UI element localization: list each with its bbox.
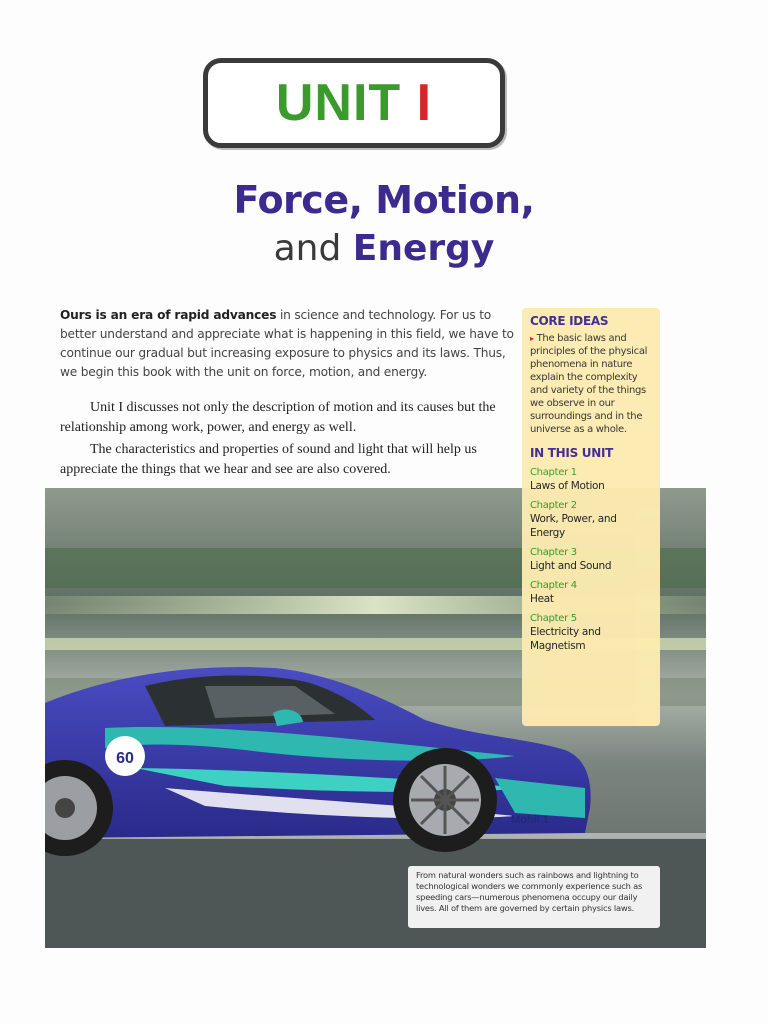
chapter-item[interactable] (530, 499, 652, 540)
intro-paragraph (60, 306, 516, 382)
body-paragraph: Unit I discusses not only the description of motion and its causes but the relationship among work, power, and energy as well. (60, 400, 496, 435)
photo-caption: From natural wonders such as rainbows and lightning to technological wonders we commonly experience such as speeding cars—numerous phenomena occupy our daily lives. All of them are governed by certain physics laws. (408, 866, 660, 928)
unit-headline-line2 (0, 228, 768, 269)
headline-plain: and (273, 228, 353, 269)
chapter-item[interactable] (530, 466, 652, 493)
chapter-title: Heat (530, 593, 554, 605)
chapter-title: Electricity and Magnetism (530, 626, 601, 652)
chapter-item[interactable] (530, 546, 652, 573)
intro-rest: in science and technology. For us to better understand and appreciate what is happening in this field, we have to continue our gradual but increasing exposure to physics and its laws. Thus, we begin this book with the unit on force, motion, and energy. (60, 308, 514, 379)
bullet-icon: ▸ (530, 334, 534, 343)
chapter-label: Chapter 2 (530, 500, 577, 511)
unit-title (208, 63, 500, 143)
in-this-unit-heading: IN THIS UNIT (530, 446, 614, 460)
chapter-label: Chapter 1 (530, 467, 577, 478)
chapter-label: Chapter 5 (530, 613, 577, 624)
chapter-item[interactable] (530, 579, 652, 606)
chapter-item[interactable] (530, 612, 652, 653)
body-paragraph: The characteristics and properties of sound and light that will help us appreciate the things that we hear and see are also covered. (60, 442, 477, 477)
chapter-label: Chapter 3 (530, 547, 577, 558)
sidebar-panel (522, 308, 660, 726)
unit-badge (203, 58, 505, 148)
intro-lead: Ours is an era of rapid advances (60, 308, 277, 322)
chapter-title: Work, Power, and Energy (530, 513, 617, 539)
chapter-label: Chapter 4 (530, 580, 577, 591)
unit-headline-line1: Force, Motion, (233, 178, 535, 222)
chapter-title: Light and Sound (530, 560, 612, 572)
chapter-title: Laws of Motion (530, 480, 605, 492)
core-ideas-heading: CORE IDEAS (530, 314, 609, 328)
sponsor-logo: Mobil 1 (511, 814, 549, 826)
core-ideas-text (530, 332, 652, 436)
car-number: 60 (116, 750, 134, 767)
unit-word: UNIT (275, 74, 402, 132)
unit-number: I (416, 74, 433, 132)
core-ideas-body: The basic laws and principles of the physical phenomena in nature explain the complexity and variety of the things we observe in our surroundings and in the universe as a whole. (530, 333, 648, 435)
headline-bold: Energy (352, 228, 495, 269)
